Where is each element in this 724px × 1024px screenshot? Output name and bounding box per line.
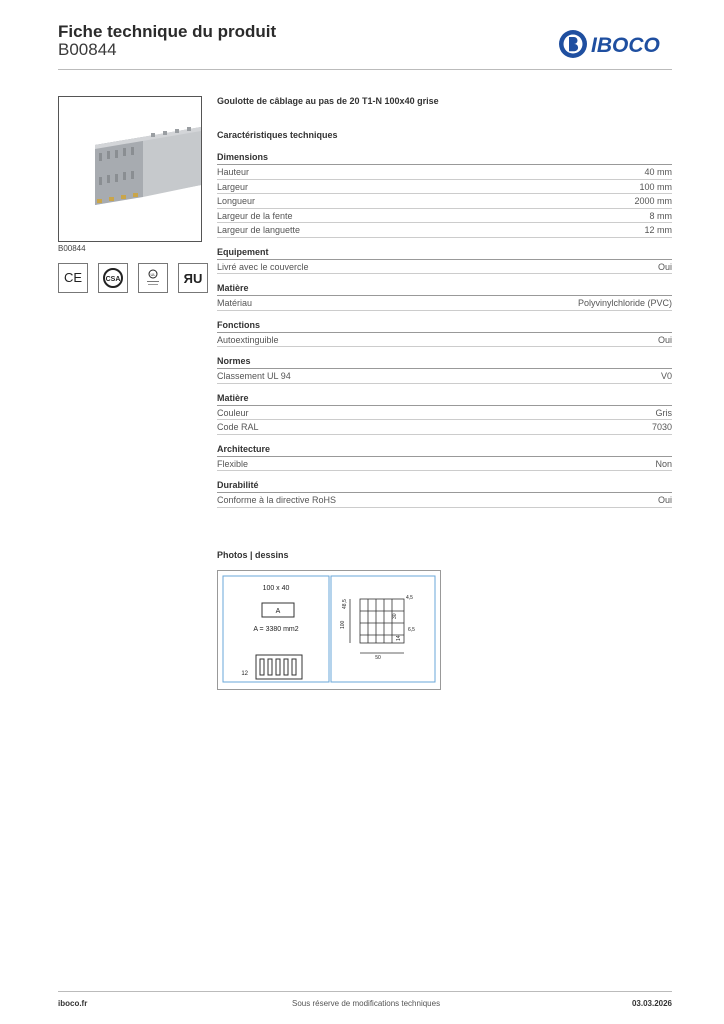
spec-group-material-color (217, 392, 672, 435)
product-title: Goulotte de câblage au pas de 20 T1-N 100x40 grise (217, 96, 439, 106)
spec-group-dimensions (217, 151, 672, 238)
spec-group-durability (217, 479, 672, 508)
spec-row: Conforme à la directive RoHS Oui (217, 493, 672, 508)
spec-row: Flexible Non (217, 457, 672, 472)
image-caption: B00844 (58, 244, 86, 253)
spec-group-equipment (217, 246, 672, 275)
svg-text:UL: UL (150, 272, 156, 277)
group-title: Fonctions (217, 319, 672, 333)
svg-text:6,5: 6,5 (408, 627, 415, 633)
product-code: B00844 (58, 40, 117, 59)
spec-row: Classement UL 94 V0 (217, 369, 672, 384)
footer-divider (58, 991, 672, 992)
spec-row: Largeur 100 mm (217, 180, 672, 195)
group-title: Normes (217, 355, 672, 369)
svg-text:ЯU: ЯU (183, 271, 203, 286)
spec-row: Code RAL 7030 (217, 420, 672, 435)
certification-marks (58, 263, 208, 293)
svg-text:CSA: CSA (105, 276, 121, 283)
svg-text:50: 50 (375, 655, 381, 661)
brand-name: IBOCO (591, 34, 660, 57)
spec-row: Matériau Polyvinylchloride (PVC) (217, 296, 672, 311)
technical-drawing (217, 570, 441, 690)
spec-row: Hauteur 40 mm (217, 165, 672, 180)
page-title: Fiche technique du produit (58, 22, 277, 41)
drawing-size-label: 100 x 40 (262, 585, 290, 592)
svg-text:CE: CE (63, 270, 83, 285)
ce-mark-icon (58, 263, 88, 293)
spec-row: Longueur 2000 mm (217, 194, 672, 209)
spec-row: Autoextinguible Oui (217, 333, 672, 348)
svg-text:14: 14 (396, 635, 402, 641)
group-title: Equipement (217, 246, 672, 260)
group-title: Matière (217, 392, 672, 406)
ul-component-mark-icon (138, 263, 168, 293)
group-title: Dimensions (217, 151, 672, 165)
spec-group-material (217, 282, 672, 311)
photos-heading: Photos | dessins (217, 550, 289, 560)
svg-text:48,5: 48,5 (342, 599, 348, 609)
footer-site-link[interactable]: iboco.fr (58, 999, 88, 1008)
product-image (58, 96, 202, 242)
spec-group-architecture (217, 443, 672, 472)
drawing-area-label: A = 3380 mm2 (253, 626, 299, 633)
iboco-logo (557, 28, 675, 60)
spec-row: Livré avec le couvercle Oui (217, 260, 672, 275)
drawing-section-label: A (275, 608, 281, 615)
footer-date: 03.03.2026 (631, 999, 672, 1008)
spec-row: Couleur Gris (217, 406, 672, 421)
spec-group-functions (217, 319, 672, 348)
group-title: Durabilité (217, 479, 672, 493)
svg-text:100: 100 (340, 620, 346, 629)
specs-heading: Caractéristiques techniques (217, 130, 338, 140)
ur-mark-icon (178, 263, 208, 293)
spec-row: Largeur de la fente 8 mm (217, 209, 672, 224)
footer-notice: Sous réserve de modifications techniques (292, 999, 441, 1008)
spec-row: Largeur de languette 12 mm (217, 223, 672, 238)
svg-text:4,5: 4,5 (406, 595, 413, 601)
svg-text:30: 30 (392, 613, 398, 619)
csa-mark-icon (98, 263, 128, 293)
spec-group-standards (217, 355, 672, 384)
drawing-slot-label: 12 (241, 671, 248, 677)
group-title: Matière (217, 282, 672, 296)
header-divider (58, 69, 672, 70)
spec-panel (217, 95, 672, 516)
group-title: Architecture (217, 443, 672, 457)
